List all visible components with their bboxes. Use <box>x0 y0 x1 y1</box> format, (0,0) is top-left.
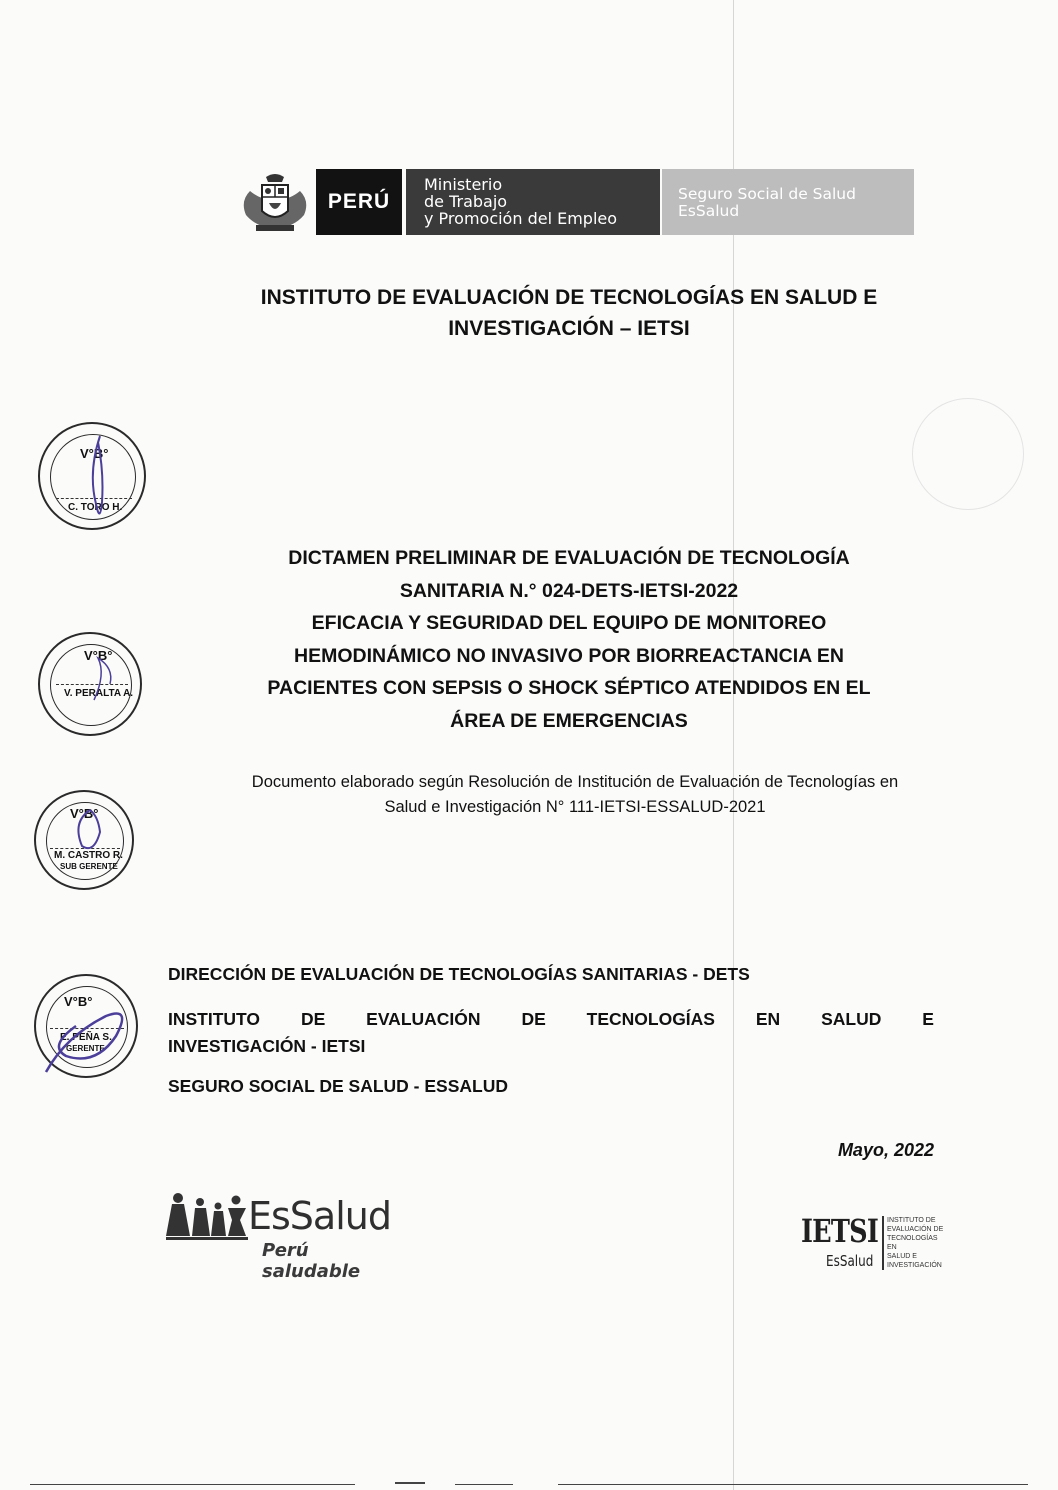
stamp-role: GERENTE <box>66 1044 105 1053</box>
ietsi-desc-line: TECNOLOGÍAS EN <box>887 1235 938 1251</box>
ietsi-logo-sub: EsSalud <box>826 1252 874 1270</box>
essalud-logo-slogan: Perú saludable <box>262 1240 361 1282</box>
footer-rule <box>455 1484 513 1485</box>
peru-label: PERÚ <box>316 169 402 235</box>
institute-title-line: INSTITUTO DE EVALUACIÓN DE TECNOLOGÍAS EN SALUD E <box>260 286 878 309</box>
signature-icon <box>80 432 120 528</box>
department-essalud: SEGURO SOCIAL DE SALUD - ESSALUD <box>168 1076 508 1096</box>
essalud-header-line: EsSalud <box>678 202 740 220</box>
essalud-logo <box>166 1192 411 1282</box>
dictamen-title-line: PACIENTES CON SEPSIS O SHOCK SÉPTICO ATENDIDOS EN EL <box>267 677 871 699</box>
stamp-role: SUB GERENTE <box>60 862 118 871</box>
department-ietsi-line1 <box>168 1006 934 1033</box>
department-ietsi <box>168 1006 934 1060</box>
stamp-vb: V°B° <box>80 446 109 461</box>
stamp-name: C. TORO H. <box>68 502 123 513</box>
ietsi-desc-line: EVALUACIÓN DE <box>887 1226 944 1233</box>
ietsi-desc-line: SALUD E <box>887 1253 917 1260</box>
institute-title <box>0 282 1058 344</box>
institute-title-line: INVESTIGACIÓN – IETSI <box>448 317 690 340</box>
department-dets: DIRECCIÓN DE EVALUACIÓN DE TECNOLOGÍAS SANITARIAS - DETS <box>168 964 750 984</box>
word: E <box>922 1009 934 1029</box>
approval-stamp <box>38 422 146 530</box>
ministry-line: de Trabajo <box>424 192 508 211</box>
word: EN <box>755 1009 781 1029</box>
government-header <box>238 169 914 235</box>
faint-stamp-mark <box>912 398 1024 510</box>
ietsi-logo-description <box>887 1216 948 1270</box>
document-note-line: Documento elaborado según Resolución de Institución de Evaluación de Tecnologías en <box>251 773 899 791</box>
document-note <box>0 770 1058 820</box>
essalud-header-line: Seguro Social de Salud <box>678 185 856 203</box>
word: EVALUACIÓN <box>366 1009 481 1029</box>
family-figures-icon <box>166 1192 250 1242</box>
footer-rule <box>30 1484 355 1485</box>
word: DE <box>300 1009 326 1029</box>
approval-stamp <box>34 974 138 1078</box>
essalud-logo-word: EsSalud <box>248 1194 391 1238</box>
footer-rule <box>395 1482 425 1484</box>
dictamen-title <box>0 542 1058 737</box>
word: TECNOLOGÍAS <box>586 1009 715 1029</box>
dictamen-title-line: EFICACIA Y SEGURIDAD DEL EQUIPO DE MONITOREO <box>311 612 827 634</box>
stamp-vb: V°B° <box>70 806 99 821</box>
ministry-line: y Promoción del Empleo <box>424 209 618 228</box>
stamp-name: M. CASTRO R. <box>54 850 123 861</box>
department-ietsi-line2: INVESTIGACIÓN - IETSI <box>168 1036 366 1056</box>
document-date: Mayo, 2022 <box>837 1140 934 1160</box>
word: INSTITUTO <box>168 1009 261 1029</box>
dictamen-title-line: HEMODINÁMICO NO INVASIVO POR BIORREACTANCIA EN <box>294 644 844 667</box>
dictamen-title-line: ÁREA DE EMERGENCIAS <box>450 709 688 732</box>
ietsi-desc-line: INSTITUTO DE <box>887 1217 936 1224</box>
peru-coat-of-arms-icon <box>238 171 312 233</box>
ietsi-logo-word: IETSI <box>801 1212 878 1250</box>
signature-icon <box>36 976 140 1080</box>
document-note-line: Salud e Investigación N° 111-IETSI-ESSALUD-2021 <box>384 798 766 816</box>
stamp-vb: V°B° <box>64 994 93 1009</box>
word: SALUD <box>821 1009 882 1029</box>
essalud-header-label <box>662 169 914 235</box>
ietsi-desc-line: INVESTIGACIÓN <box>887 1262 942 1269</box>
stamp-name: E. PEÑA S. <box>60 1032 112 1043</box>
ietsi-logo-divider <box>882 1216 884 1270</box>
dictamen-title-line: SANITARIA N.° 024-DETS-IETSI-2022 <box>399 579 739 602</box>
stamp-vb: V°B° <box>84 648 113 663</box>
ministry-line: Ministerio <box>424 175 503 194</box>
stamp-name: V. PERALTA A. <box>64 688 134 699</box>
footer-rule <box>558 1484 1028 1485</box>
ministry-label <box>406 169 660 235</box>
word: DE <box>521 1009 546 1029</box>
ietsi-logo <box>798 1212 948 1274</box>
dictamen-title-line: DICTAMEN PRELIMINAR DE EVALUACIÓN DE TECNOLOGÍA <box>288 547 850 569</box>
